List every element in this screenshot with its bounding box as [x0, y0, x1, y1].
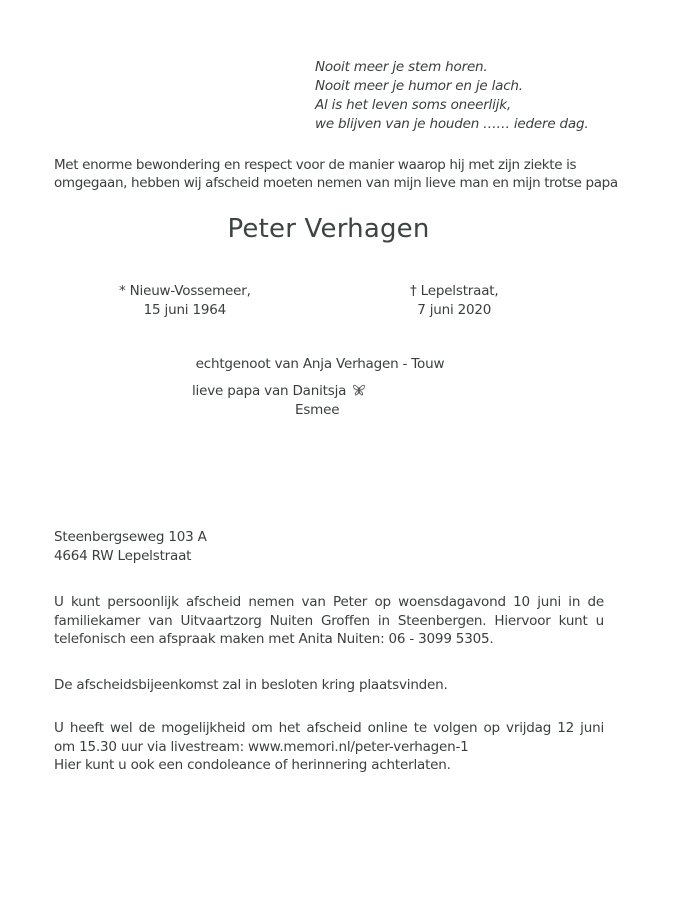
birth-place: * Nieuw-Vossemeer,: [119, 283, 251, 299]
livestream-line: U heeft wel de mogelijkheid om het afscheid online te volgen op vrijdag 12 juni: [54, 720, 604, 736]
ceremony-paragraph: [54, 676, 604, 695]
intro-line: Met enorme bewondering en respect voor de manier waarop hij met zijn ziekte is: [54, 157, 577, 173]
poem: [315, 58, 588, 134]
birth-date: 15 juni 1964: [143, 302, 227, 318]
poem-line: Al is het leven soms oneerlijk,: [315, 97, 511, 113]
poem-line: Nooit meer je humor en je lach.: [315, 78, 523, 94]
birth-info: [119, 282, 251, 320]
visitation-paragraph: [54, 593, 604, 649]
visitation-line: telefonisch een afspraak maken met Anita Nuiten: 06 - 3099 5305.: [54, 631, 494, 647]
address-street: Steenbergseweg 103 A: [54, 529, 207, 545]
death-date: 7 juni 2020: [417, 302, 492, 318]
livestream-line: Hier kunt u ook een condoleance of herinnering achterlaten.: [54, 757, 451, 773]
address: [54, 528, 207, 566]
death-place: † Lepelstraat,: [410, 283, 499, 299]
children-line: [192, 382, 366, 401]
poem-line: Nooit meer je stem horen.: [315, 59, 488, 75]
children-line-2: Esmee: [295, 402, 340, 418]
deceased-name: Peter Verhagen: [227, 214, 430, 244]
poem-line: we blijven van je houden …… iedere dag.: [315, 116, 589, 132]
visitation-line: familiekamer van Uitvaartzorg Nuiten Groffen in Steenbergen. Hiervoor kunt u: [54, 612, 604, 629]
address-city: 4664 RW Lepelstraat: [54, 548, 192, 564]
butterfly-icon: [352, 383, 366, 395]
ceremony-line: De afscheidsbijeenkomst zal in besloten kring plaatsvinden.: [54, 677, 448, 693]
spouse-line: echtgenoot van Anja Verhagen - Touw: [195, 356, 445, 372]
children-line-text: lieve papa van Danitsja: [192, 383, 347, 399]
children-info: [192, 382, 366, 420]
visitation-line: U kunt persoonlijk afscheid nemen van Peter op woensdagavond 10 juni in de: [54, 594, 604, 610]
livestream-paragraph: [54, 719, 604, 775]
livestream-line: om 15.30 uur via livestream: www.memori.nl/peter-verhagen-1: [54, 738, 469, 755]
intro-line: omgegaan, hebben wij afscheid moeten nemen van mijn lieve man en mijn trotse papa: [54, 175, 618, 191]
intro-text: [54, 156, 618, 192]
death-info: [410, 282, 498, 320]
